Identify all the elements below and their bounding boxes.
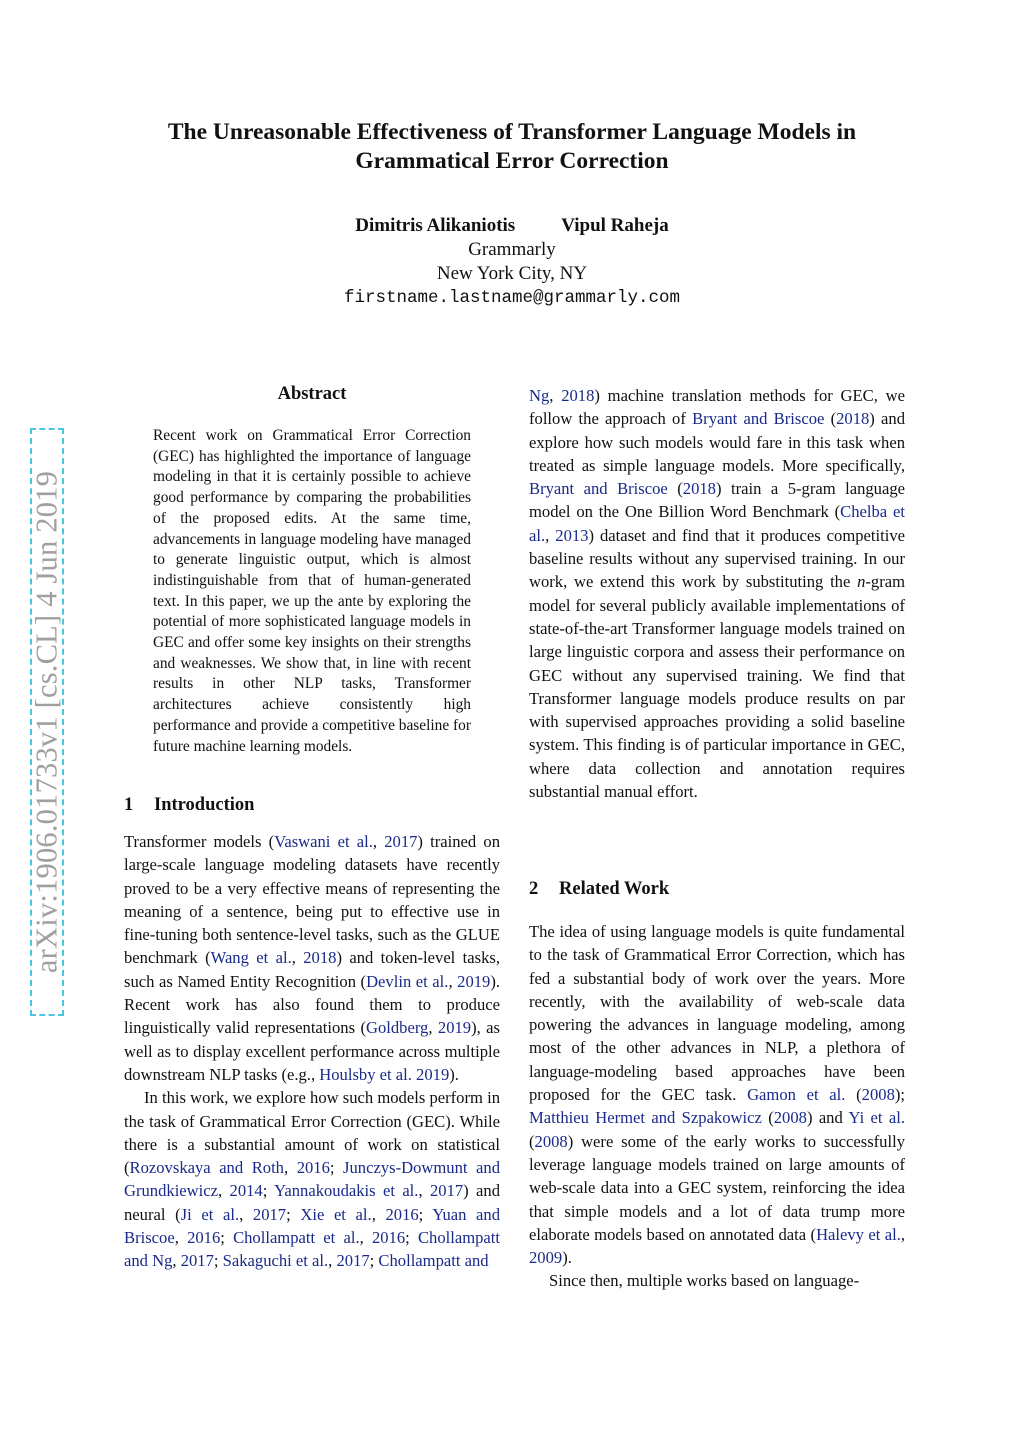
location: New York City, NY: [436, 263, 588, 284]
arxiv-stamp: [30, 428, 64, 1016]
citation-link[interactable]: Vaswani et al.: [274, 832, 373, 851]
paper-title: The Unreasonable Effectiveness of Transformer Language Models in Grammatical Error Correction: [167, 119, 857, 174]
citation-link[interactable]: 2019: [437, 1018, 472, 1038]
citation-link[interactable]: Chollampatt et al.: [233, 1228, 360, 1248]
abstract-heading: Abstract: [277, 384, 347, 404]
citation-link[interactable]: Ji et al.: [180, 1204, 240, 1224]
author-email: firstname.lastname@grammarly.com: [343, 288, 681, 308]
citation-link[interactable]: Matthieu Hermet and Szpakowicz: [529, 1108, 762, 1128]
citation-link[interactable]: Halevy et al.: [816, 1224, 901, 1244]
citation-link[interactable]: 2017: [429, 1181, 464, 1201]
intro-continued: [529, 384, 905, 803]
arxiv-stamp-text: arXiv:1906.01733v1 [cs.CL] 4 Jun 2019: [29, 470, 64, 974]
citation-link[interactable]: Junczys-Dowmunt and Grundkiewicz: [124, 1158, 500, 1201]
citation-link[interactable]: 2013: [555, 525, 589, 545]
related-paragraph-2: Since then, multiple works based on language-: [549, 1271, 860, 1291]
citation-link[interactable]: 2018: [561, 386, 595, 405]
related-paragraph-1: The idea of using language models is quite fundamental to the task of Grammatical Error Correction, which has fed a substantial body of work over the years. More recently, with the availability of web-scale data powering the advances in language modeling, among most of the other advances in NLP, a plethora of language-modeling based approaches have been proposed for the GEC task. Gamon et al. (2008); Matthieu Hermet and Szpakowicz (2008) and Yi et al. (2008) were some of the early works to successfully leverage language models trained on large amounts of web-scale data into a GEC system, reinforcing the idea that simple models and a lot of data trump more elaborate models based on annotated data (Halevy et al., 2009).: [529, 922, 905, 1268]
citation-link[interactable]: 2016: [187, 1228, 221, 1248]
citation-link[interactable]: 2014: [229, 1181, 263, 1201]
citation-link[interactable]: Bryant and Briscoe: [529, 479, 668, 499]
citation-link[interactable]: 2017: [336, 1251, 370, 1271]
citation-link[interactable]: 2017: [180, 1251, 214, 1271]
citation-link[interactable]: Devlin et al.: [366, 971, 449, 991]
citation-link[interactable]: Chollampatt and: [378, 1251, 489, 1271]
citation-link[interactable]: 2017: [252, 1204, 287, 1224]
citation-link[interactable]: 2016: [296, 1158, 330, 1178]
citation-link[interactable]: 2008: [773, 1108, 807, 1128]
intro-paragraph-1: Transformer models (Vaswani et al., 2017) trained on large-scale language modeling datasets have recently proved to be a very effective means of representing the meaning of a sentence, being put to effective use in fine-tuning both sentence-level tasks, such as the GLUE benchmark (Wang et al., 2018) and token-level tasks, such as Named Entity Recognition (Devlin et al., 2019). Recent work has also found them to produce linguistically valid representations (Goldberg, 2019), as well as to display excellent performance across multiple downstream NLP tasks (e.g., Houlsby et al. 2019).: [124, 832, 501, 1084]
author-name: Dimitris Alikaniotis: [355, 215, 516, 236]
citation-link[interactable]: Gamon et al.: [747, 1085, 846, 1105]
citation-link[interactable]: Yannakoudakis et al.: [274, 1181, 419, 1201]
citation-link[interactable]: 2018: [682, 479, 716, 499]
affiliation: Grammarly: [468, 239, 556, 260]
citation-link[interactable]: Chelba et al.: [529, 502, 905, 545]
citation-link[interactable]: Chollampatt and Ng: [124, 1228, 501, 1271]
citation-link[interactable]: Houlsby et al. 2019: [319, 1064, 450, 1084]
citation-link[interactable]: 2018: [303, 948, 337, 968]
citation-link[interactable]: 2017: [384, 832, 418, 851]
intro-heading: [124, 794, 500, 817]
section-number: 2: [529, 879, 539, 899]
citation-link[interactable]: 2008: [534, 1131, 568, 1151]
section-title: Introduction: [154, 795, 255, 815]
related-body: [529, 920, 905, 1293]
citation-link[interactable]: 2016: [371, 1228, 406, 1248]
citation-link[interactable]: 2016: [385, 1204, 419, 1224]
intro-paragraph-2: In this work, we explore how such models perform in the task of Grammatical Error Correction (GEC). While there is a substantial amount of work on statistical (Rozovskaya and Roth, 2016; Junczys-Dowmunt and Grundkiewicz, 2014; Yannakoudakis et al., 2017) and neural (Ji et al., 2017; Xie et al., 2016; Yuan and Briscoe, 2016; Chollampatt et al., 2016; Chollampatt and Ng, 2017; Sakaguchi et al., 2017; Chollampatt and: [124, 1088, 501, 1271]
citation-link[interactable]: 2009: [529, 1248, 563, 1268]
citation-link[interactable]: Yi et al.: [848, 1108, 905, 1128]
citation-link[interactable]: Wang et al.: [210, 948, 292, 968]
author-names: [100, 214, 924, 238]
citation-link[interactable]: Goldberg: [365, 1018, 429, 1038]
intro-paragraph-3: Ng, 2018) machine translation methods for GEC, we follow the approach of Bryant and Briscoe (2018) and explore how such models would fare in this task when treated as simple language models. More specifically, Bryant and Briscoe (2018) train a 5-gram language model on the One Billion Word Benchmark (Chelba et al., 2013) dataset and find that it produces competitive baseline results without any supervised training. In our work, we extend this work by substituting the n-gram model for several publicly available implementations of state-of-the-art Transformer language models trained on large linguistic corpora and assess their performance on GEC without any supervised training. We find that Transformer language models produce results on par with supervised approaches providing a solid baseline system. This finding is of particular importance in GEC, where data collection and annotation requires substantial manual effort.: [529, 386, 906, 802]
citation-link[interactable]: Yuan and Briscoe: [124, 1204, 501, 1248]
abstract-text: Recent work on Grammatical Error Correction (GEC) has highlighted the importance of language modeling in that it is certainly possible to achieve good performance by comparing the probabilities of the proposed edits. At the same time, advancements in language modeling have managed to generate linguistic output, which is almost indistinguishable from that of human-generated text. In this paper, we up the ante by exploring the potential of more sophisticated language models in GEC and offer some key insights on their strengths and weaknesses. We show that, in line with recent results in other NLP tasks, Transformer architectures achieve consistently high performance and provide a competitive baseline for future machine learning models.: [153, 427, 471, 755]
citation-link[interactable]: Xie et al.: [300, 1204, 372, 1224]
section-number: 1: [124, 795, 134, 815]
citation-link[interactable]: Sakaguchi et al.: [222, 1251, 329, 1271]
citation-link[interactable]: 2008: [861, 1085, 895, 1105]
citation-link[interactable]: 2019: [457, 971, 491, 991]
author-block: [100, 214, 924, 310]
citation-link[interactable]: Bryant and Briscoe: [692, 409, 825, 429]
italic-term: n: [857, 572, 866, 592]
citation-link[interactable]: Rozovskaya and Roth: [129, 1158, 284, 1178]
intro-body: [124, 830, 500, 1273]
related-heading: [529, 878, 905, 901]
citation-link[interactable]: 2018: [836, 409, 870, 429]
section-title: Related Work: [559, 879, 670, 899]
author-name: Vipul Raheja: [561, 215, 669, 236]
citation-link[interactable]: Ng: [529, 386, 550, 405]
